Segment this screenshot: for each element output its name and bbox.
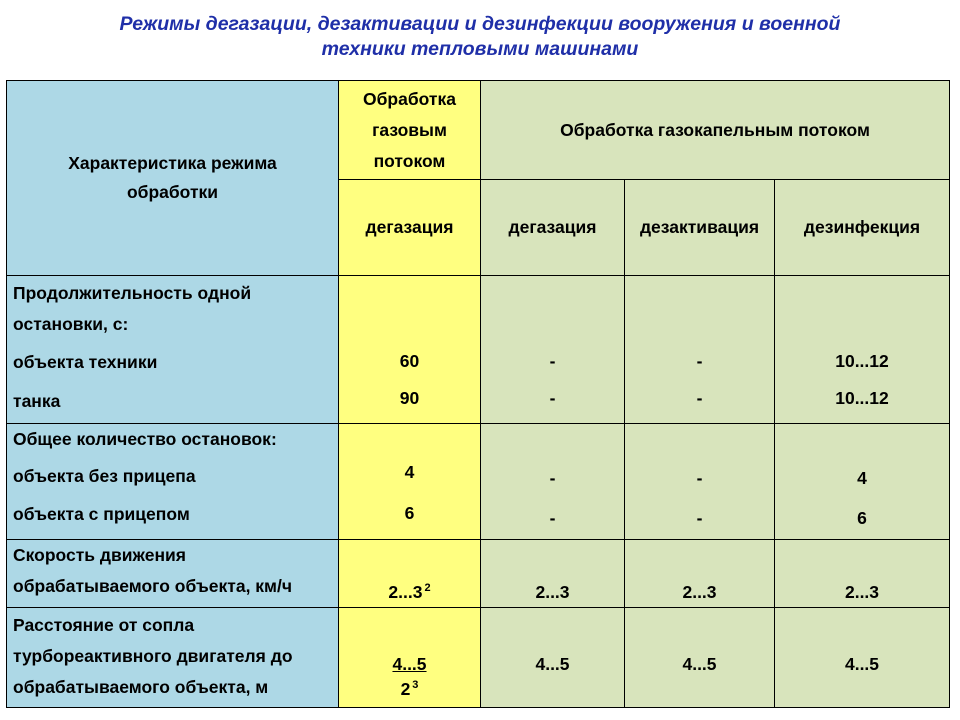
row-duration-decont [625, 276, 775, 424]
row-duration-label [6, 276, 339, 424]
row-speed-gas-value: 2...3 [388, 582, 423, 602]
row-duration-gas [339, 276, 481, 424]
header-gas-flow-line-2: газовым [372, 119, 447, 140]
row-distance-degas [481, 608, 625, 708]
row-stops-disinf-value-2: 6 [857, 508, 867, 528]
row-distance-label-2: турбореактивного двигателя до [13, 646, 293, 666]
header-sub-drop-decont [625, 180, 775, 276]
row-distance-gas-footnote: 3 [412, 679, 419, 692]
header-sub-gas-degas-label: дегазация [365, 217, 454, 237]
row-distance-disinf [775, 608, 950, 708]
row-distance-gas-alt-value: 2 [400, 679, 411, 699]
regimes-table [6, 80, 950, 708]
row-stops-gas-value-1: 4 [404, 462, 415, 482]
row-duration-label-2: остановки, с: [13, 314, 129, 334]
row-stops-label-3: объекта с прицепом [13, 504, 190, 524]
row-stops-label-2: объекта без прицепа [13, 466, 196, 486]
header-sub-drop-decont-label: дезактивация [639, 217, 760, 237]
row-stops-disinf-value-1: 4 [857, 468, 867, 488]
row-stops-degas-value-2: - [549, 508, 556, 528]
header-sub-gas-degas [339, 180, 481, 276]
row-distance-gas [339, 608, 481, 708]
page-title [0, 12, 960, 62]
row-duration-decont-value-1: - [696, 351, 703, 371]
row-speed-decont [625, 540, 775, 608]
row-distance-label [6, 608, 339, 708]
row-stops-decont-value-1: - [696, 468, 703, 488]
header-sub-drop-degas [481, 180, 625, 276]
page-title-line-1: Режимы дегазации, дезактивации и дезинфекции вооружения и военной [119, 13, 841, 35]
row-stops-decont-value-2: - [696, 508, 703, 528]
row-duration-label-4: танка [13, 391, 61, 411]
header-characteristic-line-2: обработки [126, 182, 219, 202]
row-stops-label-1: Общее количество остановок: [13, 429, 277, 449]
header-sub-drop-degas-label: дегазация [508, 217, 597, 237]
row-speed-label [6, 540, 339, 608]
row-stops-gas-value-2: 6 [404, 503, 415, 523]
row-duration-label-3: объекта техники [13, 352, 158, 372]
row-distance-disinf-value: 4...5 [844, 654, 880, 674]
row-distance-gas-value: 4...5 [392, 654, 427, 674]
header-gas-flow-line-3: потоком [373, 150, 446, 171]
header-gas-drop-flow [481, 80, 950, 180]
header-characteristic-line-1: Характеристика режима [68, 153, 277, 173]
row-distance-label-3: обрабатываемого объекта, м [13, 677, 269, 697]
row-duration-degas-value-2: - [549, 388, 556, 408]
row-stops-degas-value-1: - [549, 468, 556, 488]
row-stops-gas [339, 424, 481, 540]
row-distance-decont [625, 608, 775, 708]
row-duration-disinf [775, 276, 950, 424]
row-speed-degas [481, 540, 625, 608]
row-speed-decont-value: 2...3 [682, 582, 717, 602]
row-stops-decont [625, 424, 775, 540]
row-duration-label-1: Продолжительность одной [13, 283, 252, 303]
header-gas-drop-flow-label: Обработка газокапельным потоком [560, 119, 870, 140]
row-speed-label-1: Скорость движения [13, 545, 187, 565]
row-speed-disinf [775, 540, 950, 608]
header-gas-flow-line-1: Обработка [363, 88, 456, 109]
row-distance-decont-value: 4...5 [682, 654, 717, 674]
header-gas-flow [339, 80, 481, 180]
row-stops-disinf [775, 424, 950, 540]
row-stops-label [6, 424, 339, 540]
header-sub-drop-disinf-label: дезинфекция [803, 217, 921, 237]
row-speed-disinf-value: 2...3 [844, 582, 880, 602]
header-characteristic [6, 80, 339, 276]
header-sub-drop-disinf [775, 180, 950, 276]
row-duration-decont-value-2: - [696, 388, 703, 408]
row-duration-disinf-value-1: 10...12 [835, 351, 889, 371]
row-duration-degas-value-1: - [549, 351, 556, 371]
row-duration-disinf-value-2: 10...12 [835, 388, 889, 408]
row-duration-gas-value-1: 60 [399, 351, 420, 371]
row-speed-gas-footnote: 2 [424, 582, 431, 595]
row-speed-degas-value: 2...3 [535, 582, 570, 602]
row-speed-gas [339, 540, 481, 608]
page-title-line-2: техники тепловыми машинами [321, 38, 639, 60]
row-speed-label-2: обрабатываемого объекта, км/ч [13, 576, 293, 596]
row-distance-degas-value: 4...5 [535, 654, 570, 674]
row-distance-label-1: Расстояние от сопла [13, 615, 195, 635]
row-duration-degas [481, 276, 625, 424]
row-stops-degas [481, 424, 625, 540]
row-duration-gas-value-2: 90 [399, 388, 420, 408]
